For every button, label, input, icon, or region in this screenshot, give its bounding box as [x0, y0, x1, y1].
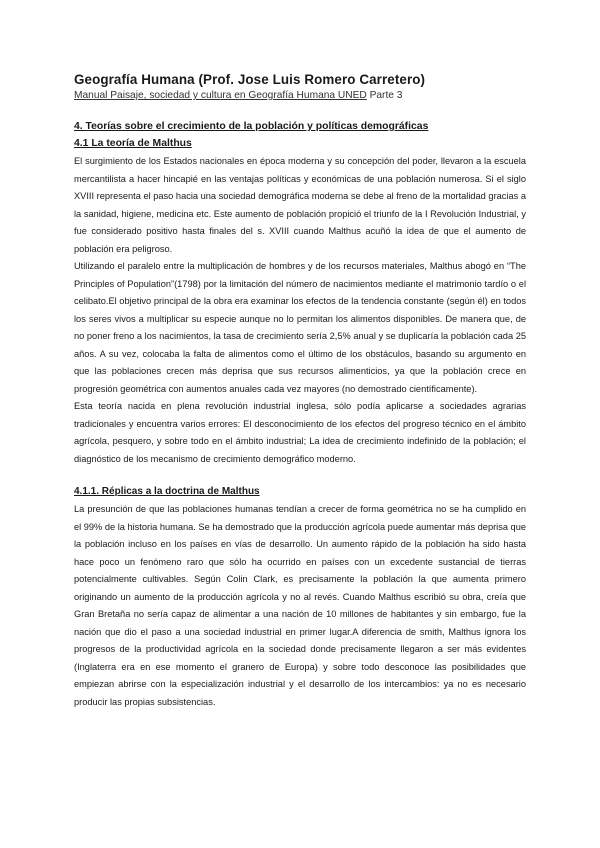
paragraph: La presunción de que las poblaciones humanas tendían a crecer de forma geométrica no se ha cumplido en el 99% de la historia humana. Se ha demostrado que la producción agrícola puede aumentar más deprisa que la población incluso en los países en vías de desarrollo. Un aumento rápido de la población ha sido hasta hace poco un fenómeno raro que sólo ha ocurrido en países con un excedente sustancial de tierras potencialmente cultivables. Según Colin Clark, es precisamente la población la que aumenta primero originando un aumento de la producción agrícola y no al revés. Cuando Malthus escribió su obra, creía que Gran Bretaña no sería capaz de alimentar a una nación de 10 millones de habitantes y sin embargo, fue la nación que dio el paso a una sociedad industrial en primer lugar.A diferencia de smith, Malthus ignora los progresos de la productividad agrícola en la sociedad donde precisamente llegaron a ser más evidentes (Inglaterra era en ese momento el granero de Europa) y sobre todo desconoce las posibilidades que empiezan abrirse con la especialización industrial y el desarrollo de los intercambios: ya no es necesario producir las propias subsistencias.	[74, 504, 526, 707]
paragraph: El surgimiento de los Estados nacionales en época moderna y su concepción del poder, llevaron a la escuela mercantilista a hacer hincapié en las ventajas políticas y económicas de una población numerosa. Si el siglo XVIII representa el paso hacia una sociedad demográfica moderna se debe al freno de la mortalidad gracias a la sanidad, higiene, medicina etc. Este aumento de población propició el triunfo de la I Revolución Industrial, y fue considerado positivo hasta finales del s. XVIII cuando Malthus acuñó la idea de que el aumento de población era peligroso.	[74, 156, 526, 254]
section-heading: 4. Teorías sobre el crecimiento de la población y políticas demográficas	[74, 121, 429, 132]
subsection-heading-replicas: 4.1.1. Réplicas a la doctrina de Malthus	[74, 486, 260, 497]
manual-link[interactable]: Manual Paisaje, sociedad y cultura en Geografía Humana UNED	[74, 90, 367, 101]
paragraph: Utilizando el paralelo entre la multiplicación de hombres y de los recursos materiales, Malthus abogó en “The Principles of Population”(1798) por la limitación del número de nacimientos mediante el matrimonio tardío o el celibato.El objetivo principal de la obra era examinar los efectos de la tendencia constante (según él) en todos los seres vivos a multiplicar su especie aunque no lo permitan los alimentos disponibles. De manera que, de no poner freno a los nacimientos, la tasa de crecimiento sería 2,5% anual y se duplicaría la población cada 25 años. A su vez, colocaba la falta de alimentos como el último de los obstáculos, basando su argumento en que las poblaciones crecen más deprisa que sus recursos alimenticios, ya que la población crece en progresión geométrica con aumentos anuales cada vez mayores (no demostrado científicamente).	[74, 261, 526, 394]
part-label: Parte 3	[366, 90, 403, 101]
document-subtitle	[74, 89, 526, 103]
document-title: Geografía Humana (Prof. Jose Luis Romero Carretero)	[74, 72, 426, 87]
paragraph: Esta teoría nacida en plena revolución industrial inglesa, sólo podía aplicarse a sociedades agrarias tradicionales y encuentra varios errores: El desconocimiento de los efectos del progreso técnico en el ámbito agrícola, pesquero, y sobre todo en el ámbito industrial; La idea de crecimiento indefinido de la población; el diagnóstico de los mecanismo de crecimiento demográfico moderno.	[74, 401, 526, 464]
subsection-heading-malthus: 4.1 La teoría de Malthus	[74, 138, 192, 149]
